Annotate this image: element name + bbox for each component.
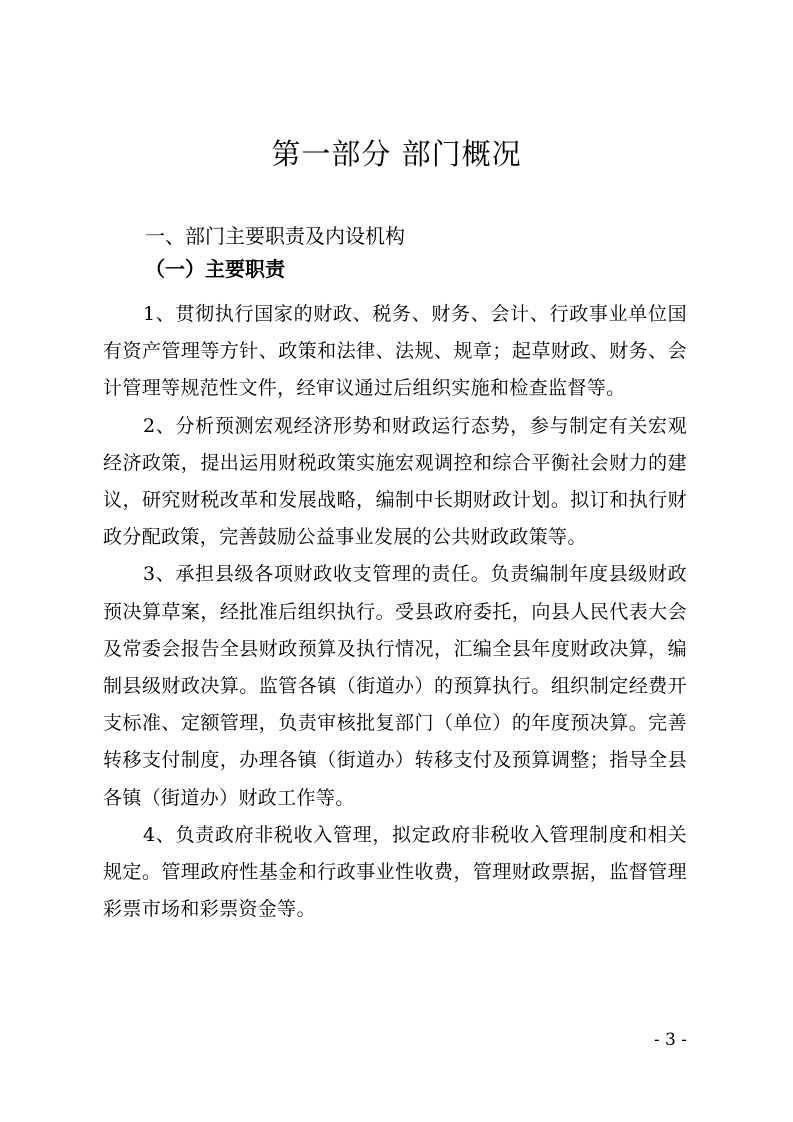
paragraph-4: 4、负责政府非税收入管理，拟定政府非税收入管理制度和相关规定。管理政府性基金和行政事业性收费，管理财政票据，监督管理彩票市场和彩票资金等。 <box>103 823 687 921</box>
body-text <box>103 296 687 928</box>
paragraph-2: 2、分析预测宏观经济形势和财政运行态势，参与制定有关宏观经济政策，提出运用财税政策实施宏观调控和综合平衡社会财力的建议，研究财税改革和发展战略，编制中长期财政计划。拟订和执行财政分配政策，完善鼓励公益事业发展的公共财政政策等。 <box>103 414 687 549</box>
paragraph-1: 1、贯彻执行国家的财政、税务、财务、会计、行政事业单位国有资产管理等方针、政策和法律、法规、规章；起草财政、财务、会计管理等规范性文件，经审议通过后组织实施和检查监督等。 <box>103 303 687 400</box>
page-title: 第一部分 部门概况 <box>271 137 522 171</box>
section-heading: 一、部门主要职责及内设机构 <box>145 224 405 248</box>
paragraph-3: 3、承担县级各项财政收支管理的责任。负责编制年度县级财政预决算草案，经批准后组织执行。受县政府委托，向县人民代表大会及常委会报告全县财政预算及执行情况，汇编全县年度财政决算，编制县级财政决算。监管各镇（街道办）的预算执行。组织制定经费开支标准、定额管理，负责审核批复部门（单位）的年度预决算。完善转移支付制度，办理各镇（街道办）转移支付及预算调整；指导全县各镇（街道办）财政工作等。 <box>103 563 687 809</box>
subsection-heading: （一）主要职责 <box>145 257 285 281</box>
page-number: - 3 - <box>653 1030 687 1050</box>
